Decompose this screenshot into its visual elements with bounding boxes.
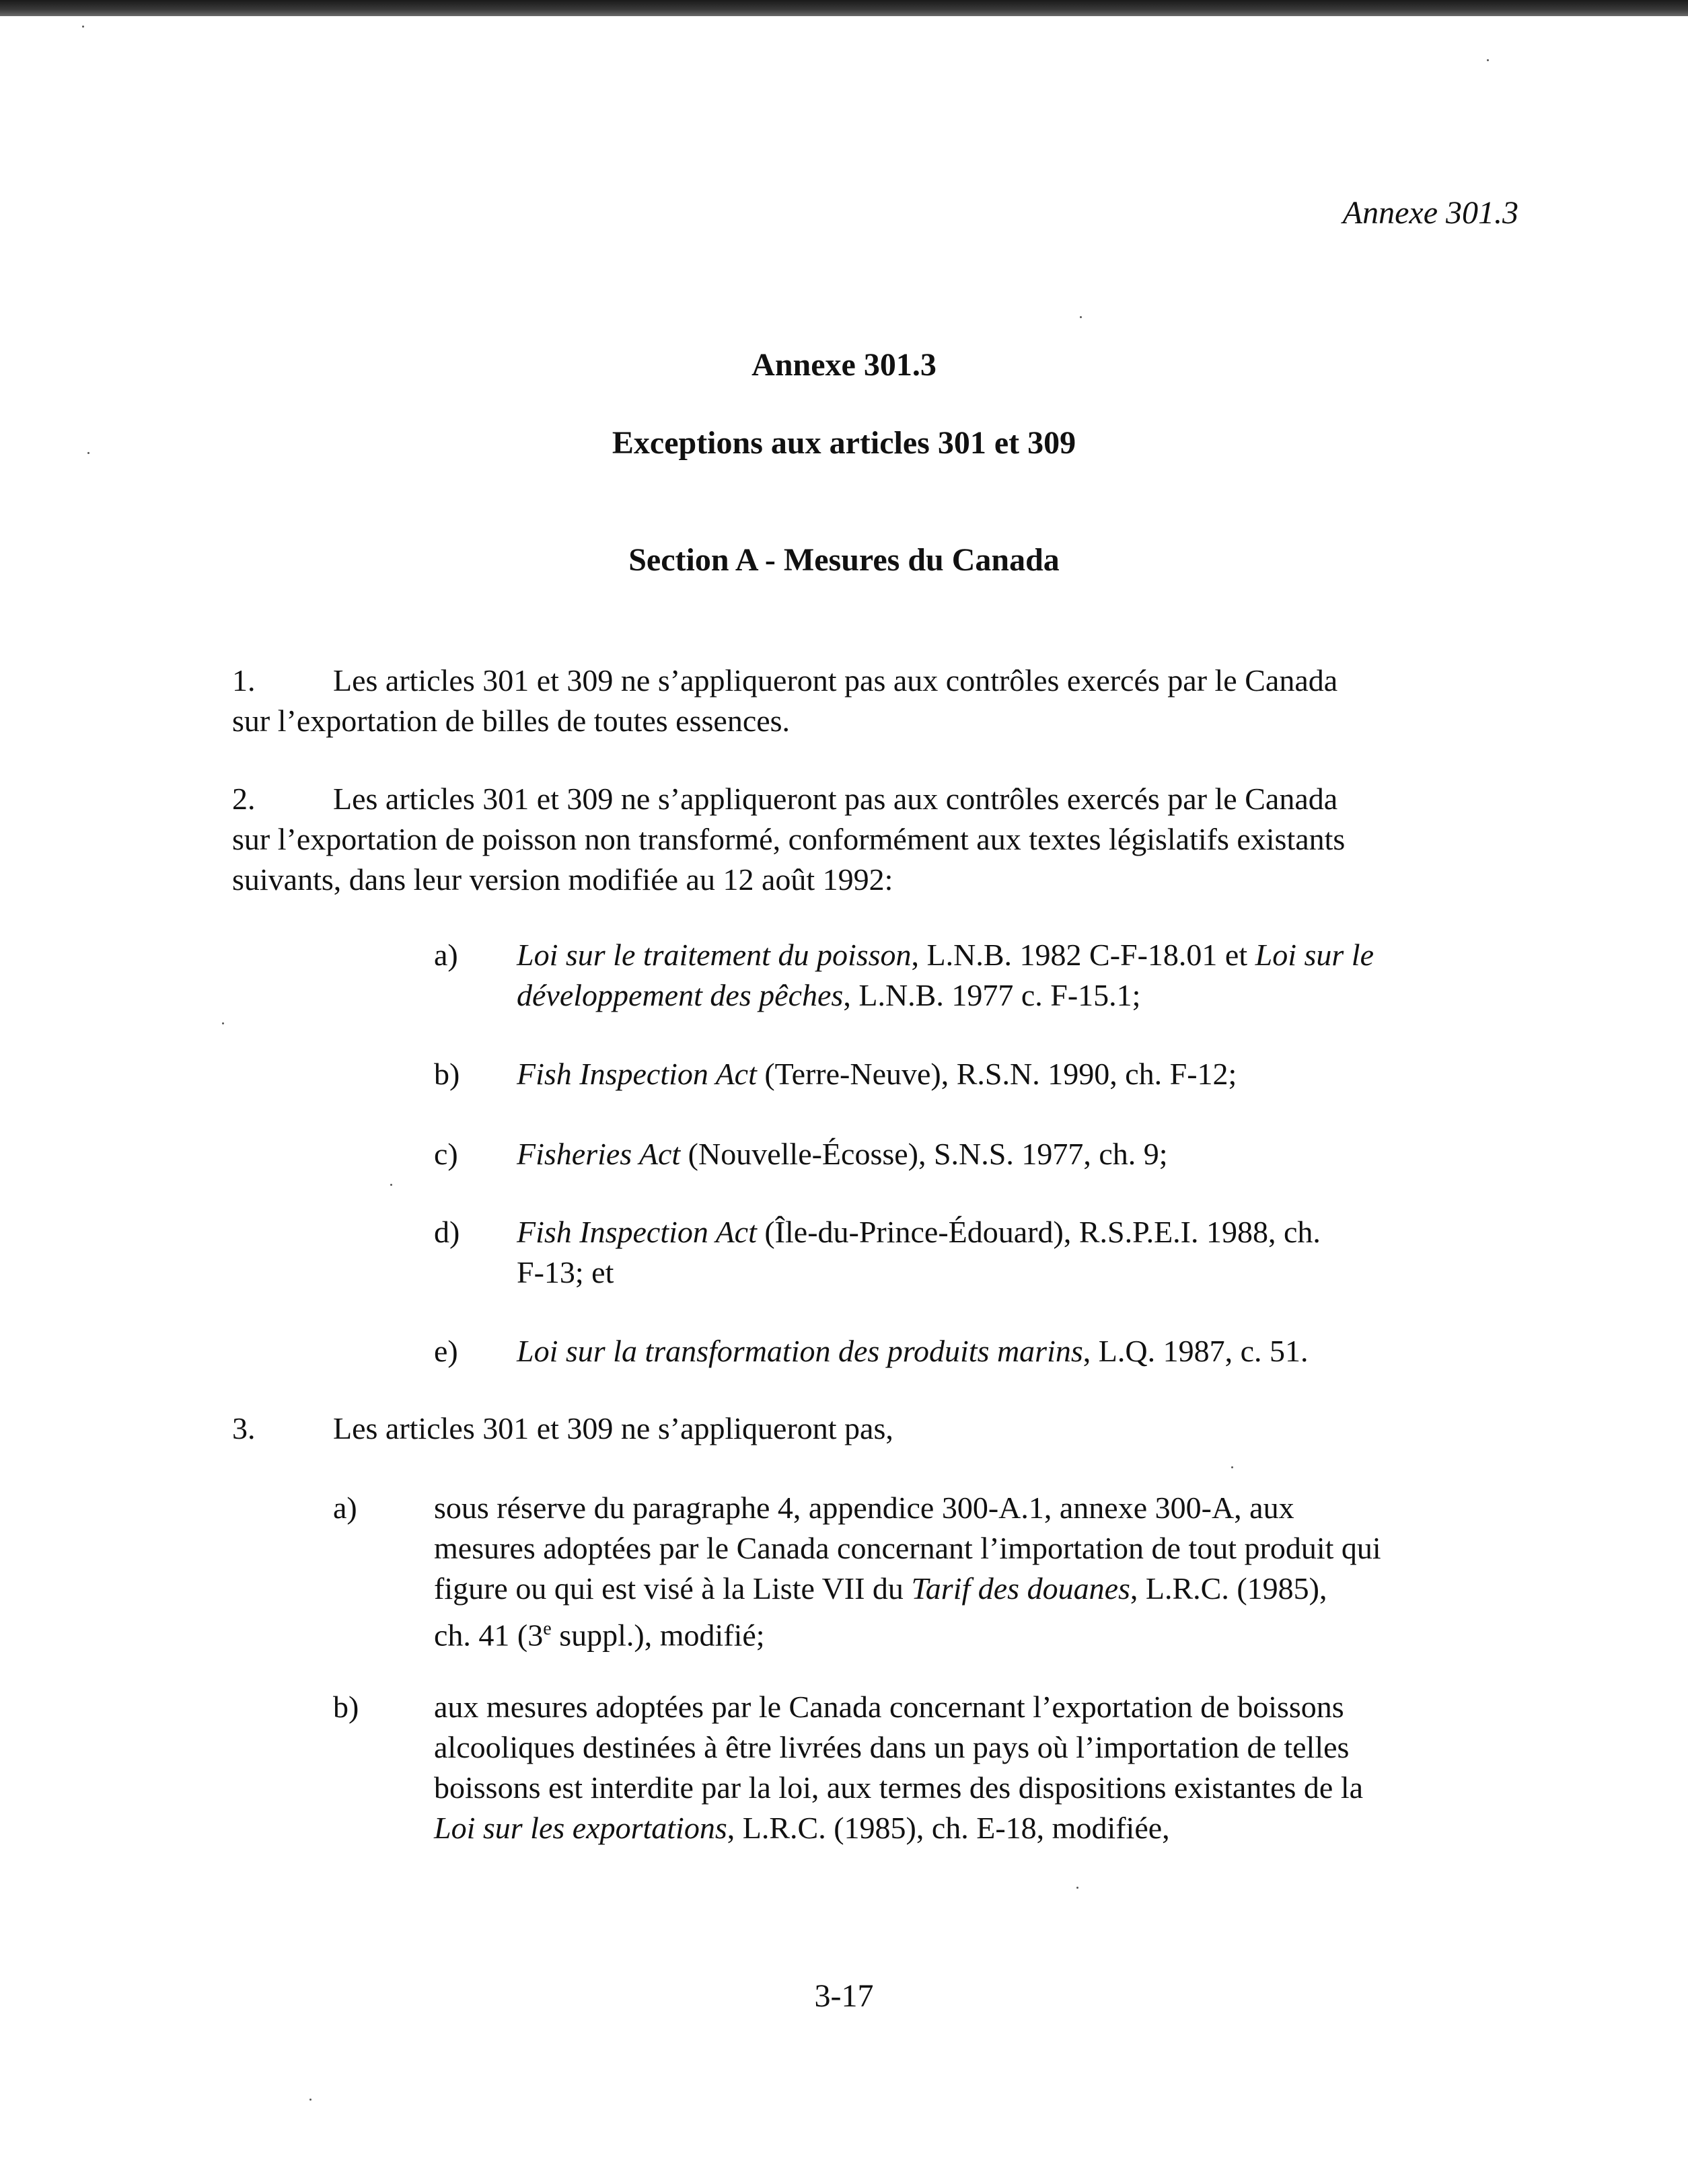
paragraph-text: sur l’exportation de poisson non transformé, conformément aux textes législatifs existants xyxy=(232,822,1346,856)
list-item-2d xyxy=(434,1212,1524,1293)
citation-text: F-13; et xyxy=(517,1255,614,1289)
paragraph-text: sur l’exportation de billes de toutes essences. xyxy=(232,704,791,738)
scan-speck xyxy=(390,1184,392,1186)
paragraph-text: Les articles 301 et 309 ne s’appliqueront pas aux contrôles exercés par le Canada xyxy=(333,663,1338,698)
scan-speck xyxy=(309,2099,311,2101)
paragraph-number: 3. xyxy=(232,1411,256,1445)
list-label: a) xyxy=(333,1491,357,1525)
list-text: boissons est interdite par la loi, aux termes des dispositions existantes de la xyxy=(434,1770,1364,1805)
paragraph-3 xyxy=(232,1408,1483,1449)
statute-title: Loi sur le traitement du poisson xyxy=(517,938,912,972)
list-label: a) xyxy=(434,938,458,972)
scan-speck xyxy=(1080,316,1082,318)
list-item-3b xyxy=(333,1687,1517,1848)
list-text: alcooliques destinées à être livrées dans un pays où l’importation de telles xyxy=(434,1730,1350,1764)
citation-text: , L.N.B. 1982 C-F-18.01 et xyxy=(911,938,1255,972)
list-label: b) xyxy=(434,1057,460,1091)
scan-speck xyxy=(1076,1887,1078,1889)
scan-speck xyxy=(1487,59,1489,61)
list-item-2a xyxy=(434,935,1524,1016)
running-header: Annexe 301.3 xyxy=(1342,195,1518,231)
statute-title: Loi sur la transformation des produits marins xyxy=(517,1334,1083,1368)
list-label: d) xyxy=(434,1215,460,1249)
superscript: e xyxy=(543,1618,552,1639)
citation-text: , L.N.B. 1977 c. F-15.1; xyxy=(843,978,1141,1012)
annex-title: Annexe 301.3 xyxy=(751,347,937,383)
list-item-2e xyxy=(434,1331,1524,1371)
page-number: 3-17 xyxy=(814,1978,874,2014)
scan-speck xyxy=(82,26,84,28)
scan-speck xyxy=(1231,1466,1233,1468)
list-label: e) xyxy=(434,1334,458,1368)
list-text: sous réserve du paragraphe 4, appendice 300-A.1, annexe 300-A, aux xyxy=(434,1491,1294,1525)
list-item-3a xyxy=(333,1488,1517,1653)
list-text: , L.R.C. (1985), xyxy=(1130,1571,1327,1606)
list-label: b) xyxy=(333,1690,359,1724)
citation-text: (Terre-Neuve), R.S.N. 1990, ch. F-12; xyxy=(756,1057,1237,1091)
paragraph-number: 1. xyxy=(232,663,256,698)
list-text: mesures adoptées par le Canada concernant l’importation de tout produit qui xyxy=(434,1531,1381,1565)
statute-title: Loi sur les exportations xyxy=(434,1811,727,1845)
statute-title: Fisheries Act xyxy=(517,1137,681,1171)
list-text: aux mesures adoptées par le Canada concernant l’exportation de boissons xyxy=(434,1690,1344,1724)
citation-text: , L.Q. 1987, c. 51. xyxy=(1082,1334,1309,1368)
paragraph-text: Les articles 301 et 309 ne s’appliqueront pas, xyxy=(333,1411,893,1445)
list-text: suppl.), modifié; xyxy=(551,1618,765,1653)
citation-text: (Nouvelle-Écosse), S.N.S. 1977, ch. 9; xyxy=(680,1137,1168,1171)
scan-edge xyxy=(0,0,1688,16)
list-label: c) xyxy=(434,1137,458,1171)
statute-title: Fish Inspection Act xyxy=(517,1215,757,1249)
list-item-2b xyxy=(434,1054,1524,1094)
paragraph-2 xyxy=(232,779,1483,900)
statute-title: Tarif des douanes xyxy=(911,1571,1130,1606)
list-text: figure ou qui est visé à la Liste VII du xyxy=(434,1571,912,1606)
paragraph-text: Les articles 301 et 309 ne s’appliqueront pas aux contrôles exercés par le Canada xyxy=(333,782,1338,816)
paragraph-1 xyxy=(232,661,1483,741)
citation-text: (Île-du-Prince-Édouard), R.S.P.E.I. 1988, ch. xyxy=(756,1215,1321,1249)
statute-title: Fish Inspection Act xyxy=(517,1057,757,1091)
paragraph-text: suivants, dans leur version modifiée au 12 août 1992: xyxy=(232,862,893,897)
list-text: , L.R.C. (1985), ch. E-18, modifiée, xyxy=(727,1811,1170,1845)
section-heading: Section A - Mesures du Canada xyxy=(628,542,1060,578)
list-item-2c xyxy=(434,1134,1524,1174)
statute-title: Loi sur le xyxy=(1255,938,1374,972)
scan-speck xyxy=(222,1022,224,1024)
paragraph-number: 2. xyxy=(232,782,256,816)
statute-title: développement des pêches xyxy=(517,978,844,1012)
list-text: ch. 41 (3 xyxy=(434,1618,544,1653)
annex-subtitle: Exceptions aux articles 301 et 309 xyxy=(612,425,1076,461)
